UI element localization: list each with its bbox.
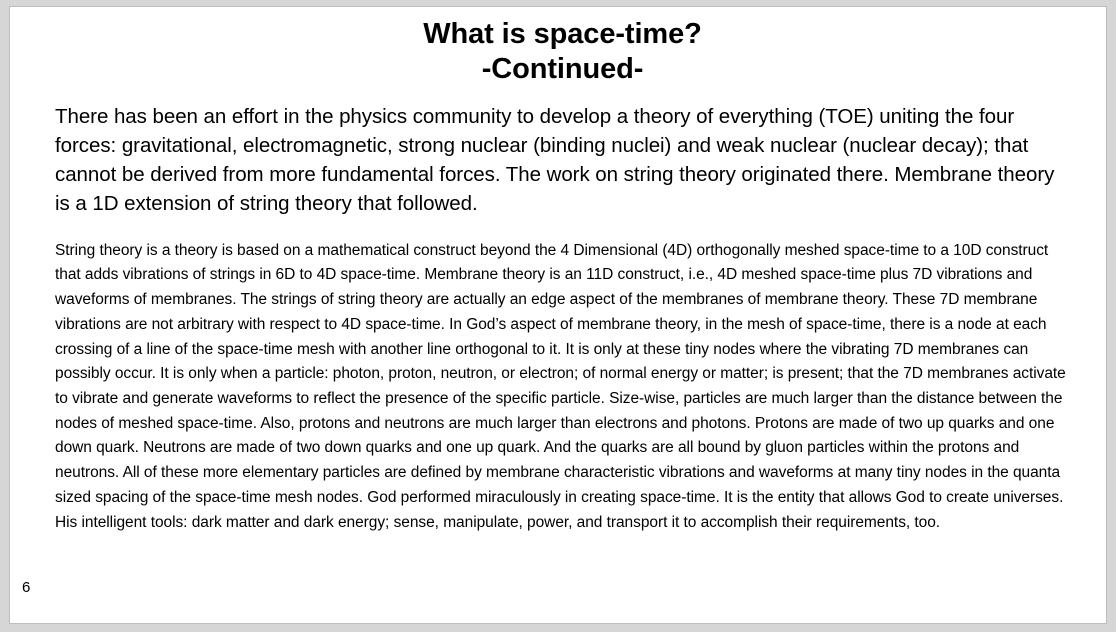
- slide-content: [55, 17, 1070, 551]
- slide-number: 6: [22, 579, 31, 596]
- body-paragraph: String theory is a theory is based on a mathematical construct beyond the 4 Dimensional (4D) orthogonally meshed space-time to a 10D construct that adds vibrations of strings in 6D to 4D space-time. Membrane theory is an 11D construct, i.e., 4D meshed space-time plus 7D vibrations and waveforms of membranes. The strings of string theory are actually an edge aspect of the membranes of membrane theory. These 7D membrane vibrations are not arbitrary with respect to 4D space-time. In God’s aspect of membrane theory, in the mesh of space-time, there is a node at each crossing of a line of the space-time mesh with another line orthogonal to it. It is only at these tiny nodes where the vibrating 7D membranes can possibly occur. It is only when a particle: photon, proton, neutron, or electron; of normal energy or matter; is present; that the 7D membranes activate to vibrate and generate waveforms to reflect the presence of the specific particle. Size-wise, particles are much larger than the distance between the nodes of meshed space-time. Also, protons and neutrons are much larger than electrons and photons. Protons are made of two up quarks and one down quark. Neutrons are made of two down quarks and one up quark. And the quarks are all bound by gluon particles within the protons and neutrons. All of these more elementary particles are defined by membrane characteristic vibrations and waveforms at many tiny nodes in the quanta sized spacing of the space-time mesh nodes. God performed miraculously in creating space-time. It is the entity that allows God to create universes. His intelligent tools: dark matter and dark energy; sense, manipulate, power, and transport it to accomplish their requirements, too.: [55, 241, 1066, 531]
- lead-paragraph: There has been an effort in the physics community to develop a theory of everything (TOE) uniting the four forces: gravitational, electromagnetic, strong nuclear (binding nuclei) and weak nuclear (nuclear decay); that cannot be derived from more fundamental forces. The work on string theory originated there. Membrane theory is a 1D extension of string theory that followed.: [55, 104, 1055, 216]
- slide: [9, 6, 1107, 624]
- slide-title: [55, 17, 1070, 88]
- slide-title-line-2: -Continued-: [481, 53, 644, 86]
- slide-title-line-1: What is space-time?: [423, 18, 702, 50]
